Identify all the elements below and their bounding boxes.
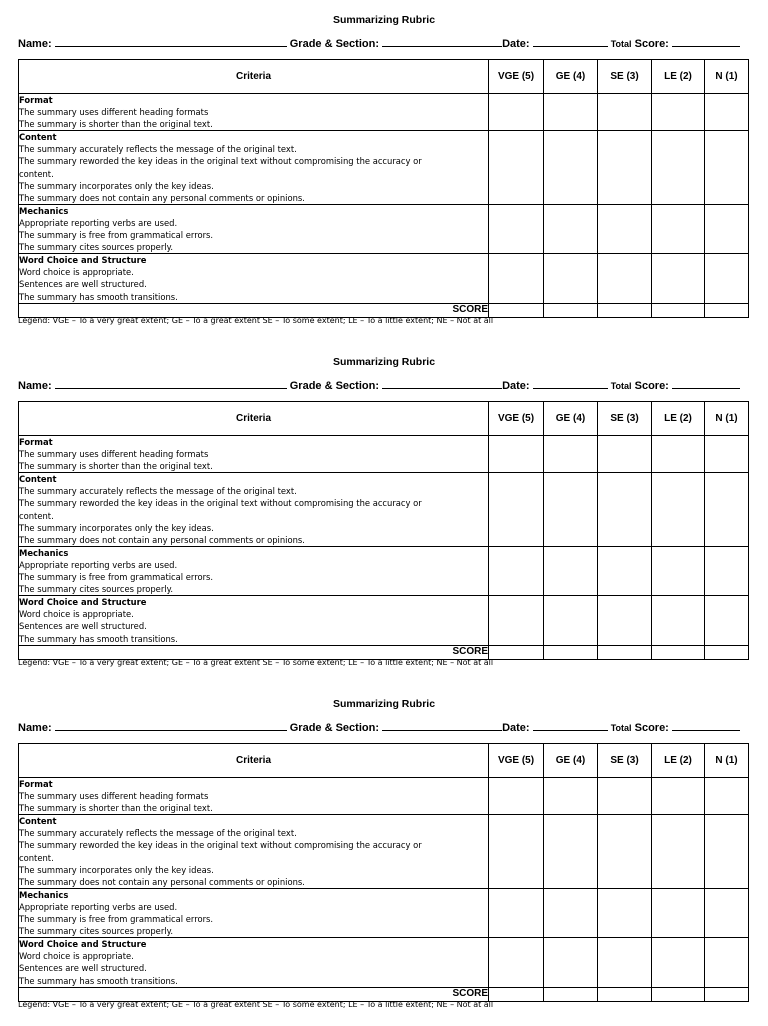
score-cell[interactable] [705, 815, 749, 889]
legend: Legend: VGE – To a very great extent; GE – To a great extent SE – To some extent; LE – To a little extent; NE – Not at all [18, 1000, 494, 1009]
score-cell[interactable] [489, 938, 544, 987]
criteria-line: content. [19, 852, 54, 863]
score-cell[interactable] [544, 778, 598, 815]
rubric-table [18, 59, 749, 318]
rubric-title: Summarizing Rubric [332, 356, 436, 368]
criteria-line: The summary accurately reflects the message of the original text. [19, 486, 297, 497]
name-label: Name: [18, 722, 52, 734]
scale-se-header: SE (3) [598, 402, 652, 436]
criteria-row-content [19, 473, 749, 547]
total-score-field[interactable] [672, 377, 740, 389]
criteria-row-format [19, 436, 749, 473]
name-label: Name: [18, 38, 52, 50]
score-cell[interactable] [544, 938, 598, 987]
criteria-line: content. [19, 510, 54, 521]
score-cell[interactable] [598, 778, 652, 815]
date-label: Date: [502, 380, 530, 392]
criteria-cell [19, 596, 489, 645]
criteria-cell [19, 254, 489, 303]
score-cell[interactable] [489, 888, 544, 937]
score-cell[interactable] [489, 596, 544, 645]
score-label: Score: [634, 38, 669, 50]
criteria-line: The summary has smooth transitions. [19, 291, 178, 302]
score-cell[interactable] [598, 131, 652, 205]
score-row [19, 303, 749, 317]
score-cell[interactable] [544, 888, 598, 937]
criteria-header: Criteria [19, 744, 489, 778]
criteria-line: The summary has smooth transitions. [19, 633, 178, 644]
date-field[interactable] [533, 377, 608, 389]
legend: Legend: VGE – To a very great extent; GE – To a great extent SE – To some extent; LE – To a little extent; NE – Not at all [18, 658, 494, 667]
score-cell[interactable] [705, 131, 749, 205]
criteria-line: Word choice is appropriate. [19, 267, 134, 278]
score-total-label: SCORE [19, 303, 489, 317]
criteria-cell [19, 888, 489, 937]
criteria-line: The summary incorporates only the key ideas. [19, 864, 214, 875]
score-cell[interactable] [705, 546, 749, 595]
info-line [18, 719, 750, 735]
score-cell[interactable] [489, 131, 544, 205]
score-cell[interactable] [598, 546, 652, 595]
score-cell[interactable] [598, 254, 652, 303]
score-cell[interactable] [489, 987, 544, 1001]
score-total-label: SCORE [19, 987, 489, 1001]
score-cell[interactable] [489, 254, 544, 303]
scale-vge-header: VGE (5) [489, 60, 544, 94]
total-label: Total [610, 723, 632, 733]
score-cell[interactable] [652, 938, 705, 987]
criteria-line: Sentences are well structured. [19, 963, 147, 974]
score-cell[interactable] [652, 254, 705, 303]
score-row [19, 987, 749, 1001]
criteria-cell [19, 94, 489, 131]
score-cell[interactable] [489, 204, 544, 253]
criteria-cell [19, 436, 489, 473]
criteria-line: The summary is free from grammatical errors. [19, 230, 214, 241]
criteria-line: Appropriate reporting verbs are used. [19, 217, 178, 228]
score-cell[interactable] [705, 778, 749, 815]
total-label: Total [610, 39, 632, 49]
criteria-row-mechanics [19, 546, 749, 595]
score-cell[interactable] [544, 546, 598, 595]
section-title: Content [19, 132, 57, 143]
score-cell[interactable] [652, 987, 705, 1001]
score-cell[interactable] [598, 204, 652, 253]
score-cell[interactable] [705, 645, 749, 659]
criteria-line: The summary incorporates only the key ideas. [19, 522, 214, 533]
legend: Legend: VGE – To a very great extent; GE – To a great extent SE – To some extent; LE – To a little extent; NE – Not at all [18, 316, 494, 325]
score-cell[interactable] [705, 94, 749, 131]
criteria-line: The summary is shorter than the original text. [19, 803, 213, 814]
criteria-line: Appropriate reporting verbs are used. [19, 559, 178, 570]
criteria-line: The summary cites sources properly. [19, 242, 174, 253]
score-cell[interactable] [652, 473, 705, 547]
score-cell[interactable] [598, 94, 652, 131]
score-cell[interactable] [598, 473, 652, 547]
section-title: Format [19, 779, 53, 789]
criteria-header: Criteria [19, 402, 489, 436]
criteria-line: The summary uses different heading formats [19, 107, 209, 118]
date-field[interactable] [533, 35, 608, 47]
criteria-row-content [19, 815, 749, 889]
grade-section-field[interactable] [382, 377, 502, 389]
criteria-line: The summary is shorter than the original text. [19, 119, 213, 130]
total-score-field[interactable] [672, 719, 740, 731]
criteria-line: The summary does not contain any personal comments or opinions. [19, 876, 305, 887]
criteria-line: Appropriate reporting verbs are used. [19, 901, 178, 912]
criteria-line: Word choice is appropriate. [19, 609, 134, 620]
info-line [18, 377, 750, 393]
score-cell[interactable] [544, 254, 598, 303]
criteria-line: The summary reworded the key ideas in the original text without compromising the accuracy or [19, 498, 422, 509]
criteria-row-word-choice [19, 596, 749, 645]
rubric-title: Summarizing Rubric [332, 698, 436, 710]
score-cell[interactable] [652, 303, 705, 317]
criteria-row-format [19, 778, 749, 815]
criteria-row-mechanics [19, 888, 749, 937]
name-field[interactable] [55, 35, 287, 47]
score-cell[interactable] [652, 888, 705, 937]
grade-section-label: Grade & Section: [289, 722, 379, 734]
grade-section-label: Grade & Section: [289, 38, 379, 50]
score-cell[interactable] [598, 815, 652, 889]
criteria-row-word-choice [19, 254, 749, 303]
criteria-line: The summary accurately reflects the message of the original text. [19, 144, 297, 155]
score-cell[interactable] [544, 596, 598, 645]
score-cell[interactable] [489, 473, 544, 547]
score-cell[interactable] [705, 888, 749, 937]
scale-le-header: LE (2) [652, 744, 705, 778]
name-field[interactable] [55, 719, 287, 731]
section-title: Content [19, 474, 57, 485]
score-cell[interactable] [705, 596, 749, 645]
criteria-cell [19, 473, 489, 547]
score-cell[interactable] [544, 436, 598, 473]
score-cell[interactable] [598, 888, 652, 937]
rubric-table [18, 401, 749, 660]
criteria-line: The summary reworded the key ideas in the original text without compromising the accuracy or [19, 156, 422, 167]
score-cell[interactable] [544, 645, 598, 659]
score-cell[interactable] [489, 815, 544, 889]
criteria-row-mechanics [19, 204, 749, 253]
section-title: Mechanics [19, 205, 69, 216]
score-cell[interactable] [705, 473, 749, 547]
rubric-3 [0, 684, 768, 1026]
criteria-header: Criteria [19, 60, 489, 94]
rubric-title: Summarizing Rubric [332, 14, 436, 26]
score-label: Score: [634, 380, 669, 392]
criteria-cell [19, 815, 489, 889]
criteria-line: The summary reworded the key ideas in the original text without compromising the accuracy or [19, 840, 422, 851]
score-cell[interactable] [705, 204, 749, 253]
grade-section-field[interactable] [382, 35, 502, 47]
criteria-line: Word choice is appropriate. [19, 951, 134, 962]
score-total-label: SCORE [19, 645, 489, 659]
scale-n-header: N (1) [705, 744, 749, 778]
criteria-line: The summary cites sources properly. [19, 584, 174, 595]
section-title: Word Choice and Structure [19, 939, 147, 950]
name-field[interactable] [55, 377, 287, 389]
section-title: Word Choice and Structure [19, 597, 147, 608]
score-cell[interactable] [598, 596, 652, 645]
score-cell[interactable] [652, 546, 705, 595]
section-title: Mechanics [19, 547, 69, 558]
criteria-line: The summary incorporates only the key ideas. [19, 180, 214, 191]
grade-section-label: Grade & Section: [289, 380, 379, 392]
score-cell[interactable] [652, 436, 705, 473]
criteria-line: The summary uses different heading formats [19, 449, 209, 460]
criteria-line: The summary is free from grammatical errors. [19, 572, 214, 583]
score-cell[interactable] [652, 131, 705, 205]
score-cell[interactable] [544, 131, 598, 205]
score-cell[interactable] [489, 94, 544, 131]
criteria-cell [19, 546, 489, 595]
scale-ge-header: GE (4) [544, 402, 598, 436]
criteria-line: Sentences are well structured. [19, 279, 147, 290]
criteria-line: Sentences are well structured. [19, 621, 147, 632]
section-title: Content [19, 816, 57, 827]
criteria-row-word-choice [19, 938, 749, 987]
total-label: Total [610, 381, 632, 391]
criteria-line: The summary has smooth transitions. [19, 975, 178, 986]
score-cell[interactable] [652, 815, 705, 889]
score-cell[interactable] [489, 303, 544, 317]
score-cell[interactable] [489, 645, 544, 659]
scale-n-header: N (1) [705, 60, 749, 94]
scale-ge-header: GE (4) [544, 744, 598, 778]
score-cell[interactable] [489, 778, 544, 815]
score-cell[interactable] [489, 546, 544, 595]
score-cell[interactable] [652, 596, 705, 645]
criteria-cell [19, 778, 489, 815]
criteria-line: The summary is shorter than the original text. [19, 461, 213, 472]
rubric-1 [0, 0, 768, 342]
score-cell[interactable] [544, 94, 598, 131]
criteria-cell [19, 204, 489, 253]
name-label: Name: [18, 380, 52, 392]
score-cell[interactable] [705, 987, 749, 1001]
section-title: Mechanics [19, 889, 69, 900]
score-cell[interactable] [544, 815, 598, 889]
criteria-line: The summary does not contain any personal comments or opinions. [19, 534, 305, 545]
rubric-2 [0, 342, 768, 684]
score-cell[interactable] [705, 938, 749, 987]
header-row [19, 744, 749, 778]
header-row [19, 402, 749, 436]
criteria-cell [19, 938, 489, 987]
scale-se-header: SE (3) [598, 744, 652, 778]
score-cell[interactable] [544, 473, 598, 547]
score-cell[interactable] [598, 645, 652, 659]
criteria-cell [19, 131, 489, 205]
total-score-field[interactable] [672, 35, 740, 47]
score-cell[interactable] [652, 204, 705, 253]
grade-section-field[interactable] [382, 719, 502, 731]
scale-vge-header: VGE (5) [489, 744, 544, 778]
criteria-line: The summary is free from grammatical errors. [19, 914, 214, 925]
score-cell[interactable] [652, 645, 705, 659]
date-field[interactable] [533, 719, 608, 731]
score-cell[interactable] [598, 436, 652, 473]
criteria-line: The summary does not contain any personal comments or opinions. [19, 192, 305, 203]
info-line [18, 35, 750, 51]
criteria-line: The summary accurately reflects the message of the original text. [19, 828, 297, 839]
section-title: Format [19, 95, 53, 105]
scale-le-header: LE (2) [652, 60, 705, 94]
score-cell[interactable] [544, 303, 598, 317]
score-cell[interactable] [544, 987, 598, 1001]
score-cell[interactable] [489, 436, 544, 473]
criteria-row-content [19, 131, 749, 205]
score-cell[interactable] [544, 204, 598, 253]
section-title: Format [19, 437, 53, 447]
score-cell[interactable] [705, 254, 749, 303]
criteria-line: The summary uses different heading formats [19, 791, 209, 802]
scale-vge-header: VGE (5) [489, 402, 544, 436]
score-row [19, 645, 749, 659]
score-cell[interactable] [598, 303, 652, 317]
scale-ge-header: GE (4) [544, 60, 598, 94]
date-label: Date: [502, 722, 530, 734]
score-cell[interactable] [598, 938, 652, 987]
criteria-row-format [19, 94, 749, 131]
section-title: Word Choice and Structure [19, 255, 147, 266]
score-cell[interactable] [705, 303, 749, 317]
score-cell[interactable] [705, 436, 749, 473]
score-cell[interactable] [652, 778, 705, 815]
scale-n-header: N (1) [705, 402, 749, 436]
criteria-line: content. [19, 168, 54, 179]
date-label: Date: [502, 38, 530, 50]
score-cell[interactable] [598, 987, 652, 1001]
score-cell[interactable] [652, 94, 705, 131]
score-label: Score: [634, 722, 669, 734]
scale-se-header: SE (3) [598, 60, 652, 94]
rubric-table [18, 743, 749, 1002]
scale-le-header: LE (2) [652, 402, 705, 436]
criteria-line: The summary cites sources properly. [19, 926, 174, 937]
header-row [19, 60, 749, 94]
